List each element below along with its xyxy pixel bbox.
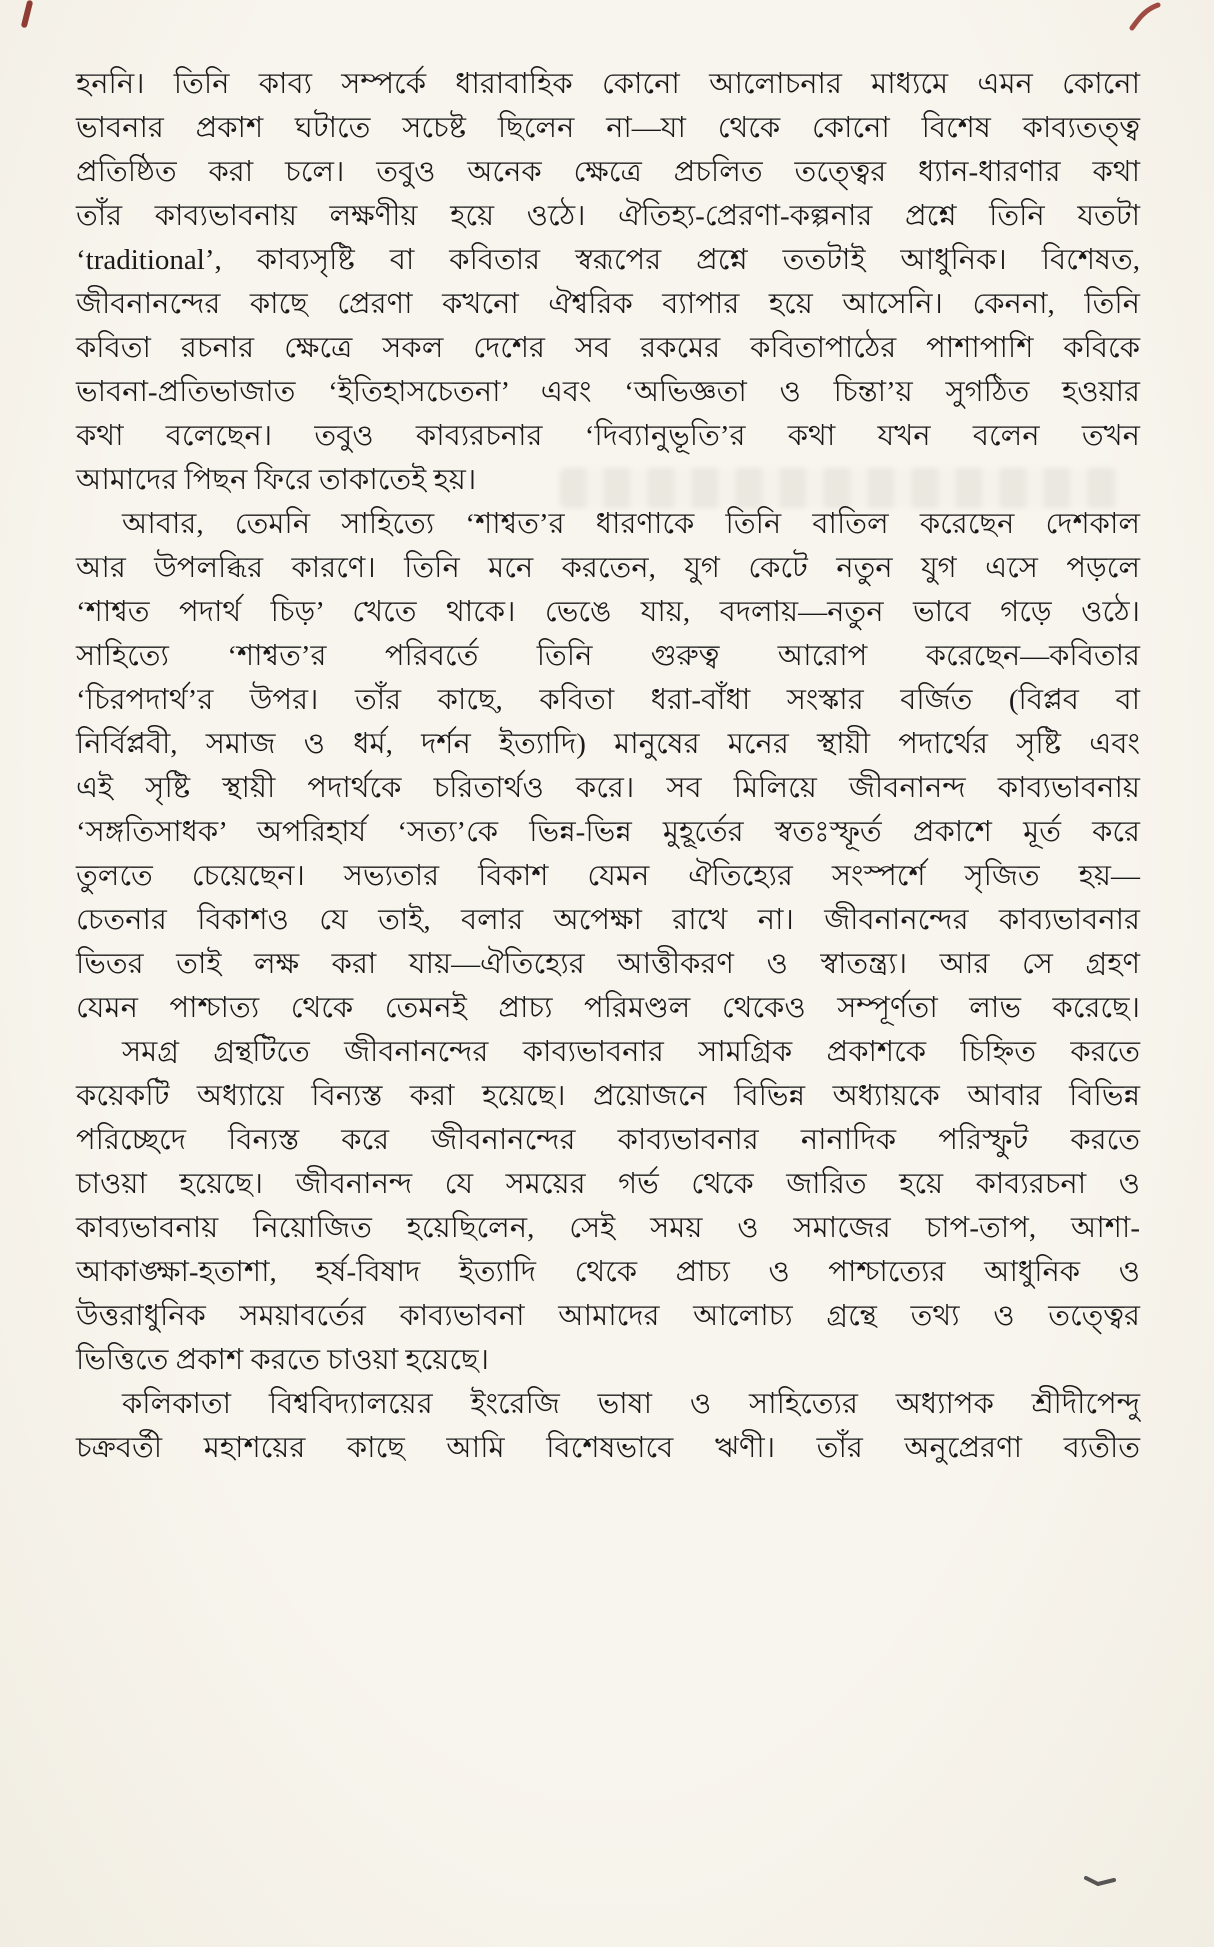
- text-line: কথা বলেছেন। তবুও কাব্যরচনার ‘দিব্যানুভূতি’র কথা যখন বলেন তখন: [76, 420, 1140, 452]
- paragraph: [76, 502, 1140, 1030]
- text-line: সাহিত্যে ‘শাশ্বত’র পরিবর্তে তিনি গুরুত্ব আরোপ করেছেন—কবিতার: [76, 640, 1140, 672]
- text-line: চক্রবর্তী মহাশয়ের কাছে আমি বিশেষভাবে ঋণী। তাঁর অনুপ্রেরণা ব্যতীত: [76, 1432, 1140, 1464]
- text-line: ভাবনা-প্রতিভাজাত ‘ইতিহাসচেতনা’ এবং ‘অভিজ্ঞতা ও চিন্তা’য় সুগঠিত হওয়ার: [76, 376, 1140, 408]
- text-line: আকাঙ্ক্ষা-হতাশা, হর্ষ-বিষাদ ইত্যাদি থেকে প্রাচ্য ও পাশ্চাত্যের আধুনিক ও: [76, 1256, 1140, 1288]
- text-line: জীবনানন্দের কাছে প্রেরণা কখনো ঐশ্বরিক ব্যাপার হয়ে আসেনি। কেননা, তিনি: [76, 288, 1140, 320]
- text-line: যেমন পাশ্চাত্য থেকে তেমনই প্রাচ্য পরিমণ্ডল থেকেও সম্পূর্ণতা লাভ করেছে।: [76, 992, 1140, 1024]
- text-line: ভিতর তাই লক্ষ করা যায়—ঐতিহ্যের আত্তীকরণ ও স্বাতন্ত্র্য। আর সে গ্রহণ: [76, 948, 1140, 980]
- text-line: কবিতা রচনার ক্ষেত্রে সকল দেশের সব রকমের কবিতাপাঠের পাশাপাশি কবিকে: [76, 332, 1140, 364]
- text-line: কলিকাতা বিশ্ববিদ্যালয়ের ইংরেজি ভাষা ও সাহিত্যের অধ্যাপক শ্রীদীপেন্দু: [122, 1388, 1140, 1420]
- text-line: ভিত্তিতে প্রকাশ করতে চাওয়া হয়েছে।: [76, 1344, 489, 1376]
- red-pen-mark-top-left-icon: [21, 0, 34, 28]
- text-line: তুলতে চেয়েছেন। সভ্যতার বিকাশ যেমন ঐতিহ্যের সংস্পর্শে সৃজিত হয়—: [76, 860, 1140, 892]
- text-line: ‘traditional’, কাব্যসৃষ্টি বা কবিতার স্বরূপের প্রশ্নে ততটাই আধুনিক। বিশেষত,: [76, 244, 1140, 276]
- text-line: এই সৃষ্টি স্থায়ী পদার্থকে চরিতার্থও করে। সব মিলিয়ে জীবনানন্দ কাব্যভাবনায়: [76, 772, 1140, 804]
- text-line: পরিচ্ছেদে বিন্যস্ত করে জীবনানন্দের কাব্যভাবনার নানাদিক পরিস্ফুট করতে: [76, 1124, 1140, 1156]
- text-line: আমাদের পিছন ফিরে তাকাতেই হয়।: [76, 464, 477, 496]
- text-line: তাঁর কাব্যভাবনায় লক্ষণীয় হয়ে ওঠে। ঐতিহ্য-প্রেরণা-কল্পনার প্রশ্নে তিনি যতটা: [76, 200, 1140, 232]
- text-line: ভাবনার প্রকাশ ঘটাতে সচেষ্ট ছিলেন না—যা থেকে কোনো বিশেষ কাব্যতত্ত্ব: [76, 112, 1140, 144]
- text-line: সমগ্র গ্রন্থটিতে জীবনানন্দের কাব্যভাবনার সামগ্রিক প্রকাশকে চিহ্নিত করতে: [122, 1036, 1140, 1068]
- red-pen-mark-top-right-icon: [1128, 2, 1162, 32]
- text-line: ‘শাশ্বত পদার্থ চিড়’ খেতে থাকে। ভেঙে যায়, বদলায়—নতুন ভাবে গড়ে ওঠে।: [76, 596, 1140, 628]
- text-line: চেতনার বিকাশও যে তাই, বলার অপেক্ষা রাখে না। জীবনানন্দের কাব্যভাবনার: [76, 904, 1140, 936]
- text-line: কয়েকটি অধ্যায়ে বিন্যস্ত করা হয়েছে। প্রয়োজনে বিভিন্ন অধ্যায়কে আবার বিভিন্ন: [76, 1080, 1140, 1112]
- paragraph: [76, 1382, 1140, 1470]
- text-line: ‘সঙ্গতিসাধক’ অপরিহার্য ‘সত্য’কে ভিন্ন-ভিন্ন মুহূর্তের স্বতঃস্ফূর্ত প্রকাশে মূর্ত করে: [76, 816, 1140, 848]
- paragraph: [76, 62, 1140, 502]
- text-line: ‘চিরপদার্থ’র উপর। তাঁর কাছে, কবিতা ধরা-বাঁধা সংস্কার বর্জিত (বিপ্লব বা: [76, 684, 1140, 716]
- paragraph: [76, 1030, 1140, 1382]
- pen-mark-bottom-right-icon: [1084, 1872, 1118, 1894]
- text-line: চাওয়া হয়েছে। জীবনানন্দ যে সময়ের গর্ভ থেকে জারিত হয়ে কাব্যরচনা ও: [76, 1168, 1140, 1200]
- text-line: কাব্যভাবনায় নিয়োজিত হয়েছিলেন, সেই সময় ও সমাজের চাপ-তাপ, আশা-: [76, 1212, 1140, 1244]
- text-line: আবার, তেমনি সাহিত্যে ‘শাশ্বত’র ধারণাকে তিনি বাতিল করেছেন দেশকাল: [122, 508, 1140, 540]
- text-line: উত্তরাধুনিক সময়াবর্তের কাব্যভাবনা আমাদের আলোচ্য গ্রন্থে তথ্য ও তত্ত্বের: [76, 1300, 1140, 1332]
- page-text: [76, 62, 1140, 1470]
- text-line: নির্বিপ্লবী, সমাজ ও ধর্ম, দর্শন ইত্যাদি) মানুষের মনের স্থায়ী পদার্থের সৃষ্টি এবং: [76, 728, 1140, 760]
- text-line: আর উপলব্ধির কারণে। তিনি মনে করতেন, যুগ কেটে নতুন যুগ এসে পড়লে: [76, 552, 1140, 584]
- text-line: হননি। তিনি কাব্য সম্পর্কে ধারাবাহিক কোনো আলোচনার মাধ্যমে এমন কোনো: [76, 68, 1140, 100]
- text-line: প্রতিষ্ঠিত করা চলে। তবুও অনেক ক্ষেত্রে প্রচলিত তত্ত্বের ধ্যান-ধারণার কথা: [76, 156, 1140, 188]
